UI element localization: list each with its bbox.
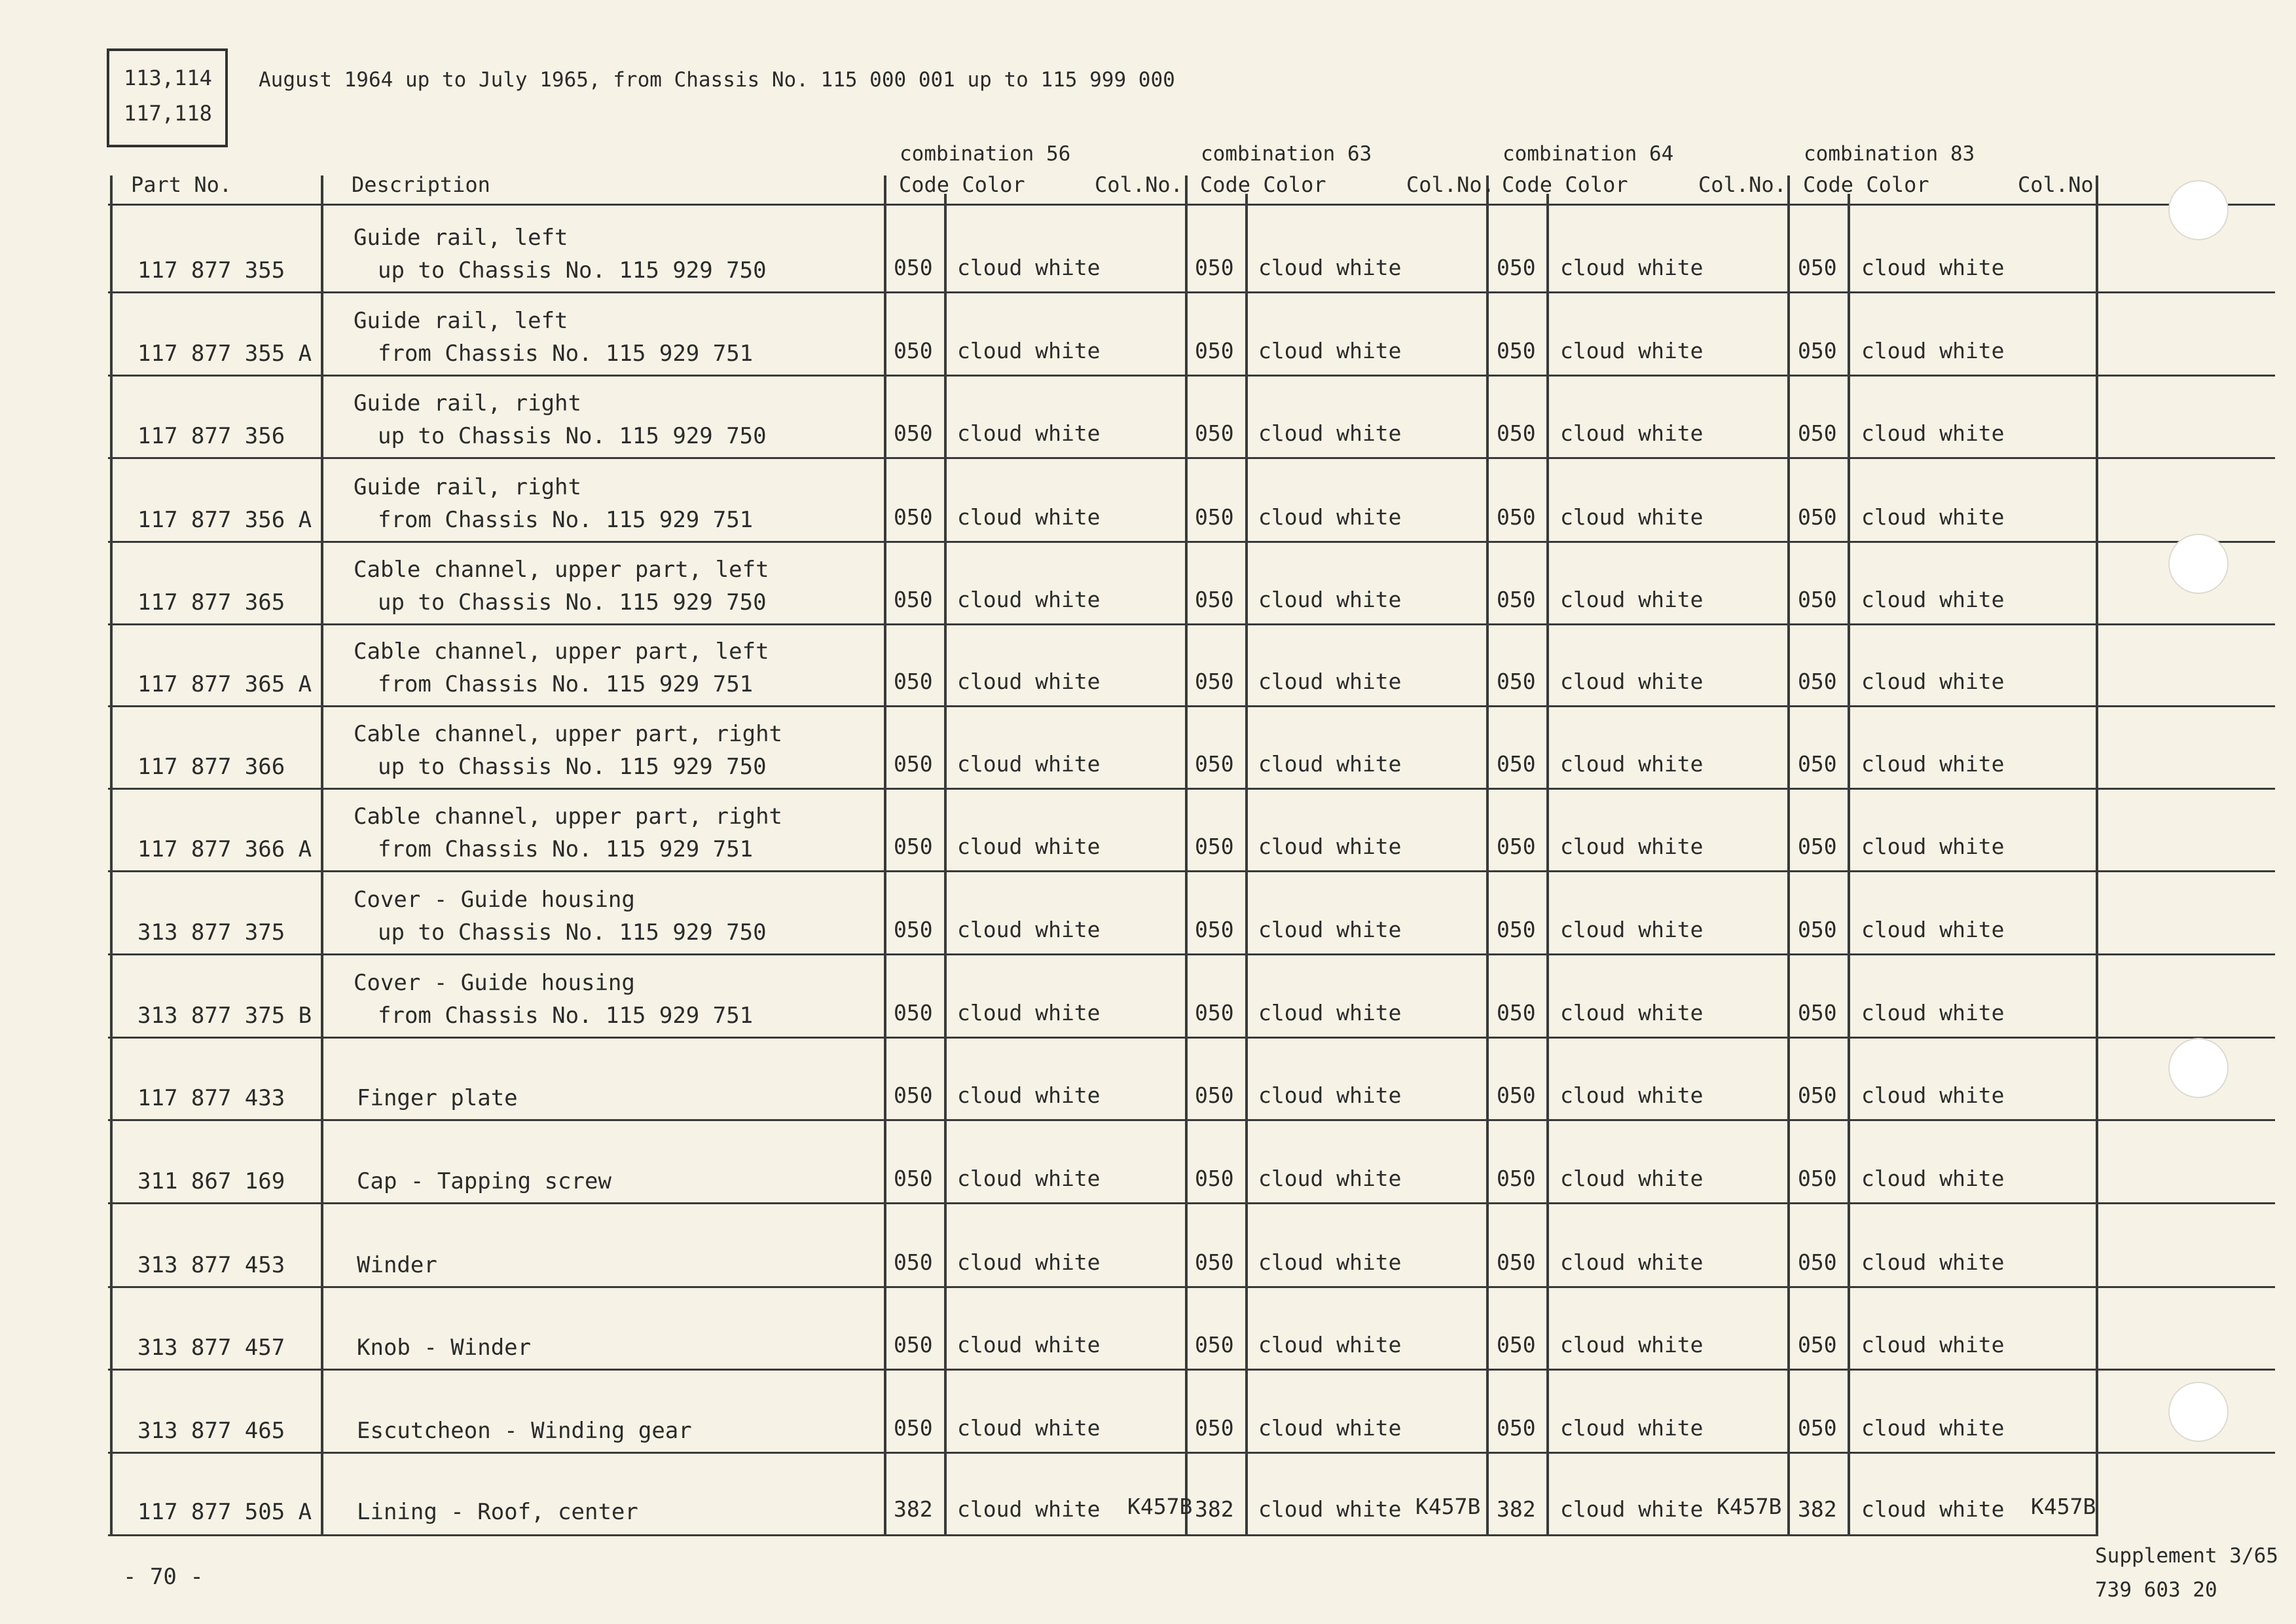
code-color-header: Code Color [899, 172, 1025, 197]
color-name: cloud white [957, 1000, 1101, 1025]
description-line-1: Cable channel, upper part, right [354, 721, 783, 747]
color-code: 050 [894, 587, 933, 612]
punch-hole [2168, 534, 2229, 594]
supplement-label: Supplement 3/65 [2095, 1544, 2278, 1568]
color-code: 050 [894, 420, 933, 446]
color-name: cloud white [957, 1332, 1101, 1357]
row-divider [108, 788, 2275, 790]
part-number: 117 877 505 A [137, 1499, 312, 1525]
part-number: 117 877 366 A [137, 836, 312, 862]
color-code: 050 [1195, 587, 1234, 612]
color-code: 050 [1798, 1082, 1837, 1108]
color-name: cloud white [1258, 504, 1402, 530]
header-column-tick [884, 175, 886, 195]
color-code: 050 [894, 504, 933, 530]
color-name: cloud white [1560, 338, 1704, 363]
punch-hole [2168, 1382, 2229, 1442]
row-divider [108, 1452, 2275, 1454]
description-line-2: from Chassis No. 115 929 751 [378, 1003, 754, 1029]
col-no-header: Col.No [2018, 172, 2094, 197]
color-name: cloud white [957, 255, 1101, 280]
part-no-header: Part No. [131, 172, 232, 197]
color-name: cloud white [957, 587, 1101, 612]
col-no-header: Col.No. [1406, 172, 1495, 197]
row-divider [108, 291, 2275, 293]
color-code: 050 [1798, 587, 1837, 612]
part-number: 313 877 375 B [137, 1003, 312, 1029]
color-code: 050 [1798, 669, 1837, 694]
color-code: 050 [1497, 338, 1536, 363]
color-code: 050 [1497, 504, 1536, 530]
color-code: 050 [1798, 504, 1837, 530]
color-name: cloud white [1861, 255, 2005, 280]
color-name: cloud white [957, 1082, 1101, 1108]
color-name: cloud white [957, 1166, 1101, 1191]
model-numbers-line-1: 113,114 [124, 65, 212, 90]
color-name: cloud white [1861, 834, 2005, 859]
color-code: 050 [1497, 1082, 1536, 1108]
row-divider [108, 705, 2275, 707]
description-header: Description [352, 172, 490, 197]
table-column-divider [1245, 194, 1248, 1534]
part-number: 117 877 365 [137, 589, 285, 616]
table-column-divider [321, 194, 323, 1534]
color-code: 050 [1195, 420, 1234, 446]
color-name: cloud white [1861, 504, 2005, 530]
row-divider [108, 457, 2275, 459]
color-number: K457B [1717, 1494, 1782, 1519]
color-name: cloud white [1258, 1000, 1402, 1025]
color-number: K457B [2031, 1494, 2096, 1519]
document-number: 739 603 20 [2095, 1578, 2217, 1602]
color-code: 050 [894, 669, 933, 694]
color-code: 050 [1497, 669, 1536, 694]
color-code: 050 [1798, 1000, 1837, 1025]
color-code: 050 [1195, 338, 1234, 363]
color-name: cloud white [1258, 1249, 1402, 1275]
color-code: 050 [1195, 669, 1234, 694]
color-name: cloud white [1258, 1082, 1402, 1108]
color-name: cloud white [1258, 917, 1402, 942]
row-divider [108, 1202, 2275, 1204]
color-code: 050 [1195, 1082, 1234, 1108]
row-divider [108, 623, 2275, 625]
color-code: 050 [1798, 1249, 1837, 1275]
row-divider [108, 870, 2275, 872]
color-code: 050 [1497, 917, 1536, 942]
color-code: 382 [1798, 1496, 1837, 1522]
color-code: 050 [1195, 1415, 1234, 1441]
description-line-1: Cover - Guide housing [354, 970, 635, 996]
color-name: cloud white [1258, 1415, 1402, 1441]
color-name: cloud white [1258, 420, 1402, 446]
model-numbers-line-2: 117,118 [124, 101, 212, 126]
color-name: cloud white [1560, 1082, 1704, 1108]
color-number: K457B [1127, 1494, 1193, 1519]
table-column-divider [1185, 194, 1188, 1534]
color-code: 050 [1497, 587, 1536, 612]
color-code: 050 [1497, 751, 1536, 777]
code-color-header: Code Color [1200, 172, 1326, 197]
color-code: 050 [894, 751, 933, 777]
description: Lining - Roof, center [357, 1499, 638, 1525]
col-no-header: Col.No. [1698, 172, 1787, 197]
description-line-2: up to Chassis No. 115 929 750 [378, 257, 767, 284]
color-code: 050 [1497, 1332, 1536, 1357]
color-name: cloud white [1861, 669, 2005, 694]
color-code: 050 [1497, 1000, 1536, 1025]
color-name: cloud white [1861, 1249, 2005, 1275]
color-name: cloud white [1258, 338, 1402, 363]
table-column-divider [944, 194, 947, 1534]
color-code: 050 [1195, 917, 1234, 942]
color-name: cloud white [1258, 1166, 1402, 1191]
color-code: 382 [1195, 1496, 1234, 1522]
table-column-divider [1848, 194, 1850, 1534]
part-number: 117 877 355 [137, 257, 285, 284]
description: Finger plate [357, 1085, 518, 1111]
table-column-divider [1546, 194, 1549, 1534]
color-name: cloud white [1861, 1415, 2005, 1441]
color-name: cloud white [1560, 420, 1704, 446]
color-number: K457B [1415, 1494, 1481, 1519]
color-code: 050 [894, 834, 933, 859]
part-number: 313 877 453 [137, 1252, 285, 1278]
description-line-2: up to Chassis No. 115 929 750 [378, 919, 767, 946]
color-code: 050 [894, 1166, 933, 1191]
color-name: cloud white [1560, 1332, 1704, 1357]
punch-hole [2168, 1038, 2229, 1098]
color-name: cloud white [1258, 587, 1402, 612]
color-code: 050 [1497, 834, 1536, 859]
color-name: cloud white [1560, 1000, 1704, 1025]
code-color-header: Code Color [1502, 172, 1628, 197]
punch-hole [2168, 180, 2229, 240]
table-column-divider [1787, 194, 1790, 1534]
header-column-tick [110, 175, 113, 195]
color-code: 050 [1195, 834, 1234, 859]
description-line-1: Guide rail, right [354, 390, 581, 416]
row-divider [108, 1119, 2275, 1121]
description: Winder [357, 1252, 437, 1278]
header-rule [108, 204, 2275, 206]
table-bottom-rule [108, 1534, 2098, 1536]
header-column-tick [1787, 175, 1790, 195]
part-number: 117 877 365 A [137, 671, 312, 697]
color-name: cloud white [1861, 1496, 2005, 1522]
color-code: 050 [1798, 1332, 1837, 1357]
color-name: cloud white [1560, 587, 1704, 612]
color-name: cloud white [957, 504, 1101, 530]
description-line-1: Cable channel, upper part, right [354, 803, 783, 830]
color-code: 050 [1798, 338, 1837, 363]
color-name: cloud white [1861, 1082, 2005, 1108]
color-name: cloud white [1258, 834, 1402, 859]
table-column-divider [110, 194, 113, 1534]
color-code: 050 [894, 1082, 933, 1108]
color-code: 382 [1497, 1496, 1536, 1522]
table-column-divider [2096, 194, 2098, 1534]
color-name: cloud white [957, 917, 1101, 942]
color-name: cloud white [957, 834, 1101, 859]
color-name: cloud white [957, 1249, 1101, 1275]
color-code: 050 [894, 338, 933, 363]
description-line-2: from Chassis No. 115 929 751 [378, 341, 754, 367]
color-code: 050 [1195, 751, 1234, 777]
color-name: cloud white [1861, 420, 2005, 446]
color-code: 050 [1798, 1415, 1837, 1441]
color-code: 050 [894, 1415, 933, 1441]
color-code: 050 [894, 1332, 933, 1357]
color-name: cloud white [1861, 917, 2005, 942]
validity-range: August 1964 up to July 1965, from Chassis No. 115 000 001 up to 115 999 000 [259, 68, 1175, 92]
color-name: cloud white [1861, 1166, 2005, 1191]
description-line-2: from Chassis No. 115 929 751 [378, 507, 754, 533]
color-name: cloud white [1560, 1415, 1704, 1441]
color-code: 050 [1195, 1249, 1234, 1275]
header-column-tick [1185, 175, 1188, 195]
color-code: 050 [1497, 1249, 1536, 1275]
part-number: 313 877 457 [137, 1335, 285, 1361]
description-line-2: up to Chassis No. 115 929 750 [378, 589, 767, 616]
color-code: 050 [894, 1249, 933, 1275]
color-code: 050 [1798, 1166, 1837, 1191]
description-line-2: up to Chassis No. 115 929 750 [378, 423, 767, 449]
color-name: cloud white [1861, 751, 2005, 777]
color-code: 050 [1798, 751, 1837, 777]
color-name: cloud white [957, 1415, 1101, 1441]
description-line-1: Guide rail, left [354, 308, 568, 334]
color-name: cloud white [1560, 834, 1704, 859]
description-line-1: Guide rail, left [354, 225, 568, 251]
color-name: cloud white [1560, 1166, 1704, 1191]
part-number: 311 867 169 [137, 1168, 285, 1194]
combination-heading: combination 64 [1503, 142, 1674, 166]
description-line-2: from Chassis No. 115 929 751 [378, 671, 754, 697]
row-divider [108, 953, 2275, 955]
combination-heading: combination 83 [1804, 142, 1975, 166]
color-code: 050 [1798, 420, 1837, 446]
color-code: 050 [1497, 1166, 1536, 1191]
part-number: 117 877 355 A [137, 341, 312, 367]
col-no-header: Col.No. [1095, 172, 1183, 197]
description-line-1: Cover - Guide housing [354, 887, 635, 913]
header-column-tick [321, 175, 323, 195]
color-code: 050 [1798, 255, 1837, 280]
color-name: cloud white [1258, 1496, 1402, 1522]
color-name: cloud white [957, 338, 1101, 363]
code-color-header: Code Color [1803, 172, 1929, 197]
part-number: 313 877 375 [137, 919, 285, 946]
color-code: 050 [1798, 834, 1837, 859]
color-name: cloud white [1560, 1249, 1704, 1275]
description: Knob - Winder [357, 1335, 532, 1361]
color-name: cloud white [957, 669, 1101, 694]
color-code: 050 [1497, 1415, 1536, 1441]
description-line-2: up to Chassis No. 115 929 750 [378, 754, 767, 780]
row-divider [108, 1286, 2275, 1288]
row-divider [108, 375, 2275, 377]
color-name: cloud white [1258, 255, 1402, 280]
description-line-1: Guide rail, right [354, 474, 581, 500]
row-divider [108, 1369, 2275, 1371]
color-code: 050 [1195, 1332, 1234, 1357]
color-code: 050 [1497, 420, 1536, 446]
color-code: 382 [894, 1496, 933, 1522]
color-code: 050 [894, 1000, 933, 1025]
color-code: 050 [1497, 255, 1536, 280]
part-number: 117 877 356 [137, 423, 285, 449]
color-name: cloud white [1861, 338, 2005, 363]
color-name: cloud white [1258, 1332, 1402, 1357]
color-name: cloud white [1861, 587, 2005, 612]
table-column-divider [1486, 194, 1489, 1534]
color-code: 050 [894, 255, 933, 280]
part-number: 117 877 356 A [137, 507, 312, 533]
table-column-divider [884, 194, 886, 1534]
part-number: 117 877 366 [137, 754, 285, 780]
description: Cap - Tapping screw [357, 1168, 611, 1194]
color-name: cloud white [957, 1496, 1101, 1522]
color-name: cloud white [1560, 255, 1704, 280]
combination-heading: combination 63 [1201, 142, 1372, 166]
color-name: cloud white [1560, 751, 1704, 777]
part-number: 117 877 433 [137, 1085, 285, 1111]
color-code: 050 [1195, 255, 1234, 280]
color-name: cloud white [1560, 669, 1704, 694]
color-name: cloud white [957, 420, 1101, 446]
model-box [107, 48, 228, 147]
page-number: - 70 - [123, 1564, 204, 1590]
color-code: 050 [1195, 504, 1234, 530]
color-name: cloud white [1258, 669, 1402, 694]
color-code: 050 [1195, 1166, 1234, 1191]
color-name: cloud white [1560, 504, 1704, 530]
header-column-tick [2096, 175, 2098, 195]
color-name: cloud white [1861, 1332, 2005, 1357]
color-name: cloud white [957, 751, 1101, 777]
part-number: 313 877 465 [137, 1418, 285, 1444]
color-name: cloud white [1258, 751, 1402, 777]
description: Escutcheon - Winding gear [357, 1418, 692, 1444]
combination-heading: combination 56 [900, 142, 1071, 166]
color-code: 050 [894, 917, 933, 942]
row-divider [108, 1037, 2275, 1039]
description-line-2: from Chassis No. 115 929 751 [378, 836, 754, 862]
color-name: cloud white [1560, 1496, 1704, 1522]
color-name: cloud white [1560, 917, 1704, 942]
description-line-1: Cable channel, upper part, left [354, 557, 769, 583]
color-code: 050 [1798, 917, 1837, 942]
description-line-1: Cable channel, upper part, left [354, 638, 769, 665]
color-code: 050 [1195, 1000, 1234, 1025]
color-name: cloud white [1861, 1000, 2005, 1025]
row-divider [108, 541, 2275, 543]
